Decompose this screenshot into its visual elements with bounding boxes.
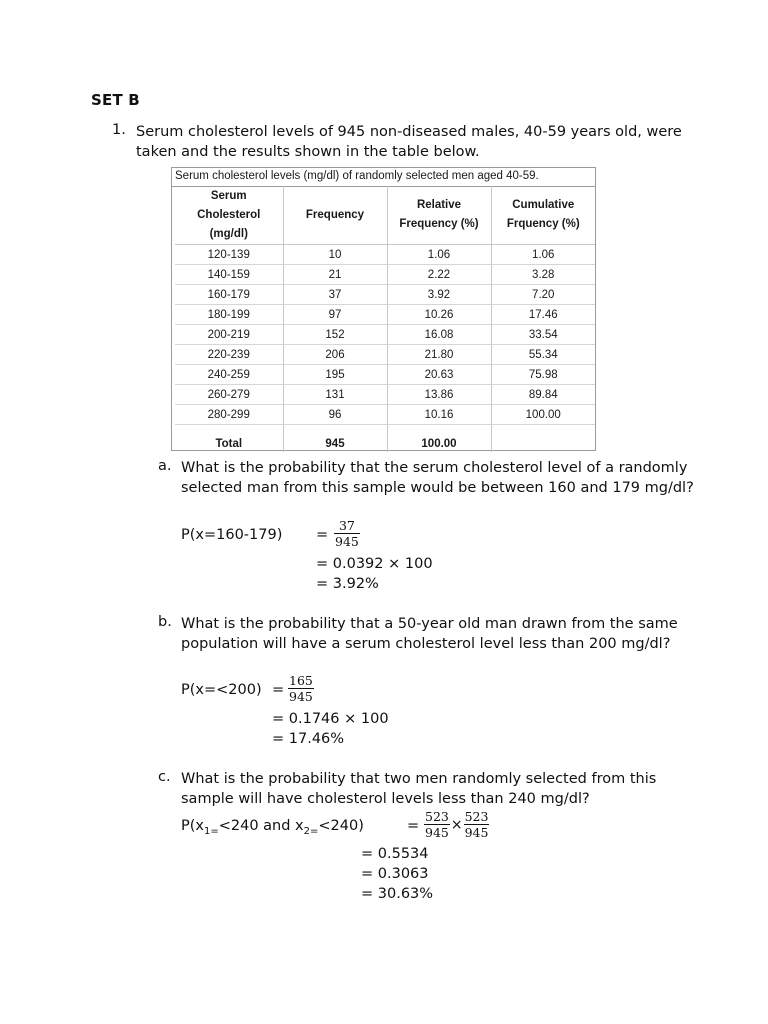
table-row — [175, 365, 595, 385]
part-c-numerator-1: 523 — [425, 809, 449, 824]
part-b-question: What is the probability that a 50-year old man drawn from the same population will have a serum cholesterol level less than 200 mg/dl? — [181, 616, 678, 652]
cell-frequency: 10 — [283, 245, 387, 265]
cell-cumulative: 100.00 — [491, 405, 595, 425]
cell-range: 280-299 — [175, 405, 283, 425]
cell-frequency: 96 — [283, 405, 387, 425]
header-cumulative-frequency: Cumulative Frquency (%) — [491, 186, 595, 245]
cell-relative: 10.16 — [387, 405, 491, 425]
question-text: Serum cholesterol levels of 945 non-diseased males, 40-59 years old, were taken and the results shown in the table below. — [136, 124, 682, 160]
part-c-label: c. — [158, 769, 171, 785]
table-row — [175, 325, 595, 345]
part-a-label: a. — [158, 458, 172, 474]
part-a-lhs: P(x=160-179) — [181, 527, 283, 543]
cell-range: 140-159 — [175, 265, 283, 285]
part-b-label: b. — [158, 614, 172, 630]
part-a-denominator: 945 — [335, 534, 359, 549]
part-a-numerator: 37 — [334, 518, 360, 534]
cell-frequency: 206 — [283, 345, 387, 365]
header-frequency: Frequency — [283, 186, 387, 245]
cell-frequency: 21 — [283, 265, 387, 285]
table-row — [175, 385, 595, 405]
cell-frequency: 152 — [283, 325, 387, 345]
multiply-sign: × — [450, 816, 463, 833]
table-row — [175, 265, 595, 285]
cell-frequency: 195 — [283, 365, 387, 385]
table-caption: Serum cholesterol levels (mg/dl) of randomly selected men aged 40-59. — [172, 168, 595, 187]
part-c-step2: = 0.3063 — [361, 866, 429, 882]
part-c-product — [424, 809, 489, 840]
cell-relative: 2.22 — [387, 265, 491, 285]
table-total-row — [175, 435, 595, 452]
cell-cumulative: 7.20 — [491, 285, 595, 305]
part-b-fraction — [288, 673, 314, 704]
cell-cumulative: 75.98 — [491, 365, 595, 385]
cell-range: 120-139 — [175, 245, 283, 265]
part-b-numerator: 165 — [289, 673, 313, 688]
table-row — [175, 345, 595, 365]
cell-cumulative: 33.54 — [491, 325, 595, 345]
cell-relative: 20.63 — [387, 365, 491, 385]
cell-range: 160-179 — [175, 285, 283, 305]
cell-frequency: 131 — [283, 385, 387, 405]
total-cumulative — [491, 435, 595, 452]
cell-frequency: 97 — [283, 305, 387, 325]
header-relative-frequency: Relative Frequency (%) — [387, 186, 491, 245]
table-row — [175, 285, 595, 305]
cell-range: 220-239 — [175, 345, 283, 365]
cell-relative: 16.08 — [387, 325, 491, 345]
cell-cumulative: 3.28 — [491, 265, 595, 285]
part-c-step3: = 30.63% — [361, 886, 434, 902]
cell-cumulative: 1.06 — [491, 245, 595, 265]
part-b-step1: = 0.1746 × 100 — [272, 711, 389, 727]
table-row — [175, 305, 595, 325]
cell-cumulative: 55.34 — [491, 345, 595, 365]
question-number: 1. — [112, 122, 126, 138]
cell-range: 180-199 — [175, 305, 283, 325]
part-c-lhs: $P(x_{1=}<240$ and $x_{2=}<240$) — [181, 818, 364, 837]
cell-range: 200-219 — [175, 325, 283, 345]
cell-relative: 3.92 — [387, 285, 491, 305]
table-spacer-row — [175, 425, 595, 436]
part-c-numerator-2: 523 — [464, 809, 489, 824]
header-serum-cholesterol: Serum Cholesterol (mg/dl) — [175, 186, 283, 245]
part-c-denominator-1: 945 — [425, 825, 449, 840]
cell-cumulative: 17.46 — [491, 305, 595, 325]
part-b-denominator: 945 — [289, 689, 313, 704]
cell-cumulative: 89.84 — [491, 385, 595, 405]
cell-frequency: 37 — [283, 285, 387, 305]
part-b-step2: = 17.46% — [272, 731, 345, 747]
part-a-step2: = 3.92% — [316, 576, 379, 592]
part-c-question: What is the probability that two men randomly selected from this sample will have cholesterol levels less than 240 mg/dl? — [181, 771, 657, 807]
part-b-lhs: P(x=<200) — [181, 682, 262, 698]
cell-relative: 21.80 — [387, 345, 491, 365]
part-a-step1: = 0.0392 × 100 — [316, 556, 433, 572]
table-row — [175, 245, 595, 265]
total-relative: 100.00 — [387, 435, 491, 452]
part-c-equals: = — [407, 818, 420, 834]
cell-relative: 10.26 — [387, 305, 491, 325]
cell-relative: 1.06 — [387, 245, 491, 265]
table-header-row — [175, 186, 595, 245]
cell-range: 240-259 — [175, 365, 283, 385]
section-heading: SET B — [91, 91, 140, 109]
part-c-denominator-2: 945 — [464, 825, 489, 840]
total-frequency: 945 — [283, 435, 387, 452]
part-a-question: What is the probability that the serum cholesterol level of a randomly selected man from this sample would be between 160 and 179 mg/dl? — [181, 460, 694, 496]
part-a-fraction — [334, 518, 360, 549]
cholesterol-table-frame — [171, 167, 596, 451]
part-a-equals: = — [316, 527, 329, 543]
cell-relative: 13.86 — [387, 385, 491, 405]
part-b-equals: = — [272, 682, 285, 698]
total-label: Total — [175, 435, 283, 452]
cell-range: 260-279 — [175, 385, 283, 405]
part-c-step1: = 0.5534 — [361, 846, 429, 862]
table-row — [175, 405, 595, 425]
cholesterol-table — [175, 186, 595, 452]
